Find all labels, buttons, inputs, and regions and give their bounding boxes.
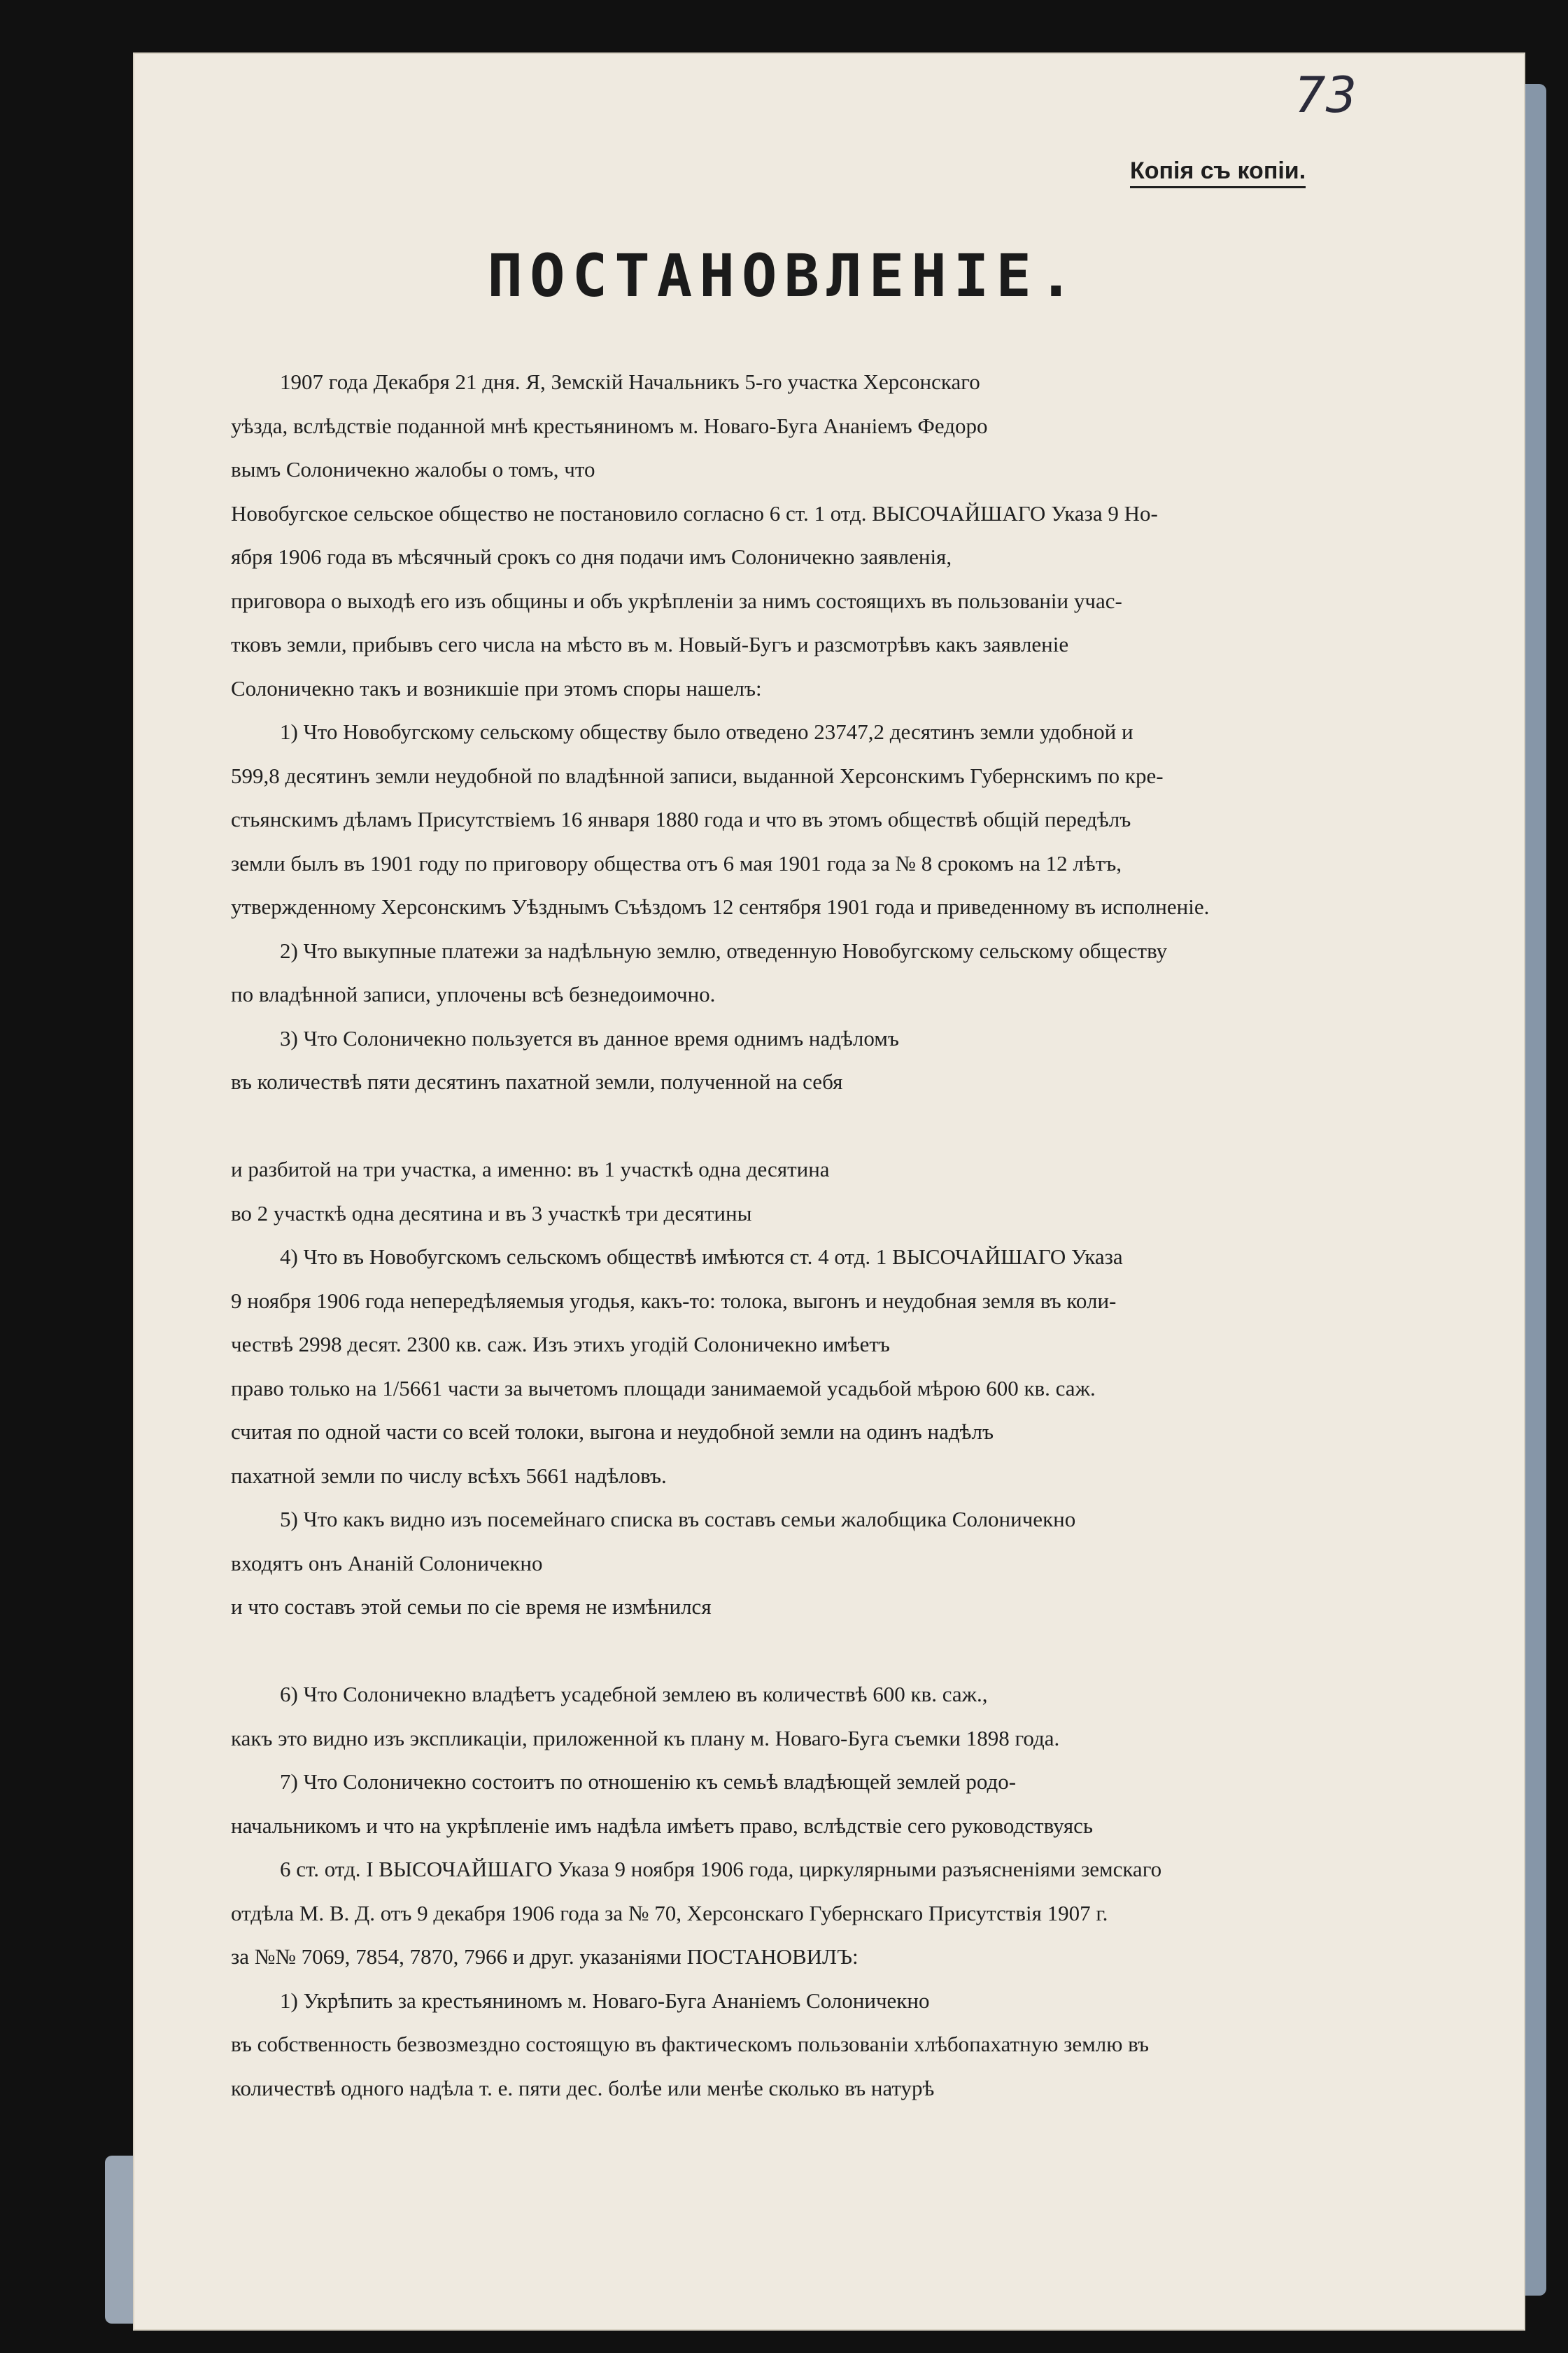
text-line: 1) Укрѣпить за крестьяниномъ м. Новаго-Буга Ананіемъ Солоничекно bbox=[280, 1988, 930, 2013]
text-line: уѣзда, вслѣдствіе поданной мнѣ крестьяниномъ м. Новаго-Буга Ананіемъ Федоро bbox=[231, 413, 988, 438]
text-line: вымъ Солоничекно жалобы о томъ, что bbox=[231, 457, 595, 482]
text-line bbox=[231, 1104, 1364, 1149]
text-line: отдѣла М. В. Д. отъ 9 декабря 1906 года за № 70, Херсонскаго Губернскаго Присутствія 1907 г. bbox=[231, 1900, 1108, 1925]
folio-number: 73 bbox=[1294, 66, 1357, 124]
text-line: чествѣ 2998 десят. 2300 кв. саж. Изъ этихъ угодій Солоничекно имѣетъ bbox=[231, 1332, 890, 1356]
text-line: стьянскимъ дѣламъ Присутствіемъ 16 января 1880 года и что въ этомъ обществѣ общій передѣлъ bbox=[231, 807, 1131, 831]
text-line: пахатной земли по числу всѣхъ 5661 надѣловъ. bbox=[231, 1463, 667, 1488]
document-title: ПОСТАНОВЛЕНІЕ. bbox=[487, 241, 1081, 310]
copy-note: Копія съ копіи. bbox=[1130, 157, 1306, 188]
text-line bbox=[231, 1629, 1364, 1673]
text-line: 9 ноября 1906 года непередѣляемыя угодья, какъ-то: толока, выгонъ и неудобная земля въ коли- bbox=[231, 1288, 1117, 1313]
text-line: начальникомъ и что на укрѣпленіе имъ надѣла имѣетъ право, вслѣдствіе сего руководствуясь bbox=[231, 1813, 1094, 1838]
text-line: и разбитой на три участка, а именно: въ 1 участкѣ одна десятина bbox=[231, 1157, 830, 1181]
text-line: 6) Что Солоничекно владѣетъ усадебной землею въ количествѣ 600 кв. саж., bbox=[280, 1682, 988, 1706]
text-line: въ собственность безвозмездно состоящую въ фактическомъ пользованіи хлѣбопахатную землю въ bbox=[231, 2032, 1150, 2056]
text-line: по владѣнной записи, уплочены всѣ безнедоимочно. bbox=[231, 982, 716, 1006]
text-line: Новобугское сельское общество не постановило согласно 6 ст. 1 отд. ВЫСОЧАЙШАГО Указа 9 Но- bbox=[231, 500, 1158, 526]
text-line: количествѣ одного надѣла т. е. пяти дес. болѣе или менѣе сколько въ натурѣ bbox=[231, 2075, 935, 2100]
text-line: 5) Что какъ видно изъ посемейнаго списка въ составъ семьи жалобщика Солоничекно bbox=[280, 1507, 1076, 1531]
text-line: тковъ земли, прибывъ сего числа на мѣсто въ м. Новый-Бугъ и разсмотрѣвъ какъ заявленіе bbox=[231, 632, 1069, 656]
text-line: земли былъ въ 1901 году по приговору общества отъ 6 мая 1901 года за № 8 срокомъ на 12 лѣтъ, bbox=[231, 850, 1122, 876]
text-line: за №№ 7069, 7854, 7870, 7966 и друг. указаніями ПОСТАНОВИЛЪ: bbox=[231, 1944, 859, 1969]
text-line: Солоничекно такъ и возникшіе при этомъ споры нашелъ: bbox=[231, 675, 762, 701]
text-line: 599,8 десятинъ земли неудобной по владѣнной записи, выданной Херсонскимъ Губернскимъ по кре- bbox=[231, 763, 1164, 788]
text-line: 7) Что Солоничекно состоитъ по отношенію къ семьѣ владѣющей землей родо- bbox=[280, 1769, 1017, 1794]
text-line: считая по одной части со всей толоки, выгона и неудобной земли на одинъ надѣлъ bbox=[231, 1419, 994, 1444]
text-line: утвержденному Херсонскимъ Уѣзднымъ Съѣздомъ 12 сентября 1901 года и приведенному въ исполненіе. bbox=[231, 894, 1210, 919]
text-line: 2) Что выкупные платежи за надѣльную землю, отведенную Новобугскому сельскому обществу bbox=[280, 938, 1168, 963]
text-line: въ количествѣ пяти десятинъ пахатной земли, полученной на себя bbox=[231, 1069, 843, 1094]
text-line: 1) Что Новобугскому сельскому обществу было отведено 23747,2 десятинъ земли удобной и bbox=[280, 719, 1133, 744]
text-line: какъ это видно изъ экспликаціи, приложенной къ плану м. Новаго-Буга съемки 1898 года. bbox=[231, 1725, 1060, 1750]
text-line: и что составъ этой семьи по сіе время не измѣнился bbox=[231, 1594, 712, 1619]
text-line: приговора о выходѣ его изъ общины и объ укрѣпленіи за нимъ состоящихъ въ пользованіи учас- bbox=[231, 588, 1122, 613]
text-line: входятъ онъ Ананій Солоничекно bbox=[231, 1550, 543, 1575]
text-line: 6 ст. отд. I ВЫСОЧАЙШАГО Указа 9 ноября 1906 года, циркулярными разъясненіями земскаго bbox=[280, 1857, 1162, 1881]
text-line: во 2 участкѣ одна десятина и въ 3 участкѣ три десятины bbox=[231, 1200, 752, 1225]
text-line: 4) Что въ Новобугскомъ сельскомъ обществѣ имѣются ст. 4 отд. 1 ВЫСОЧАЙШАГО Указа bbox=[280, 1244, 1123, 1269]
text-line: ября 1906 года въ мѣсячный срокъ со дня подачи имъ Солоничекно заявленія, bbox=[231, 545, 952, 569]
document-body bbox=[231, 360, 1364, 2110]
text-line: право только на 1/5661 части за вычетомъ площади занимаемой усадьбой мѣрою 600 кв. саж. bbox=[231, 1375, 1096, 1400]
text-line: 1907 года Декабря 21 дня. Я, Земскій Начальникъ 5-го участка Херсонскаго bbox=[280, 370, 980, 394]
text-line: 3) Что Солоничекно пользуется въ данное время однимъ надѣломъ bbox=[280, 1025, 899, 1051]
